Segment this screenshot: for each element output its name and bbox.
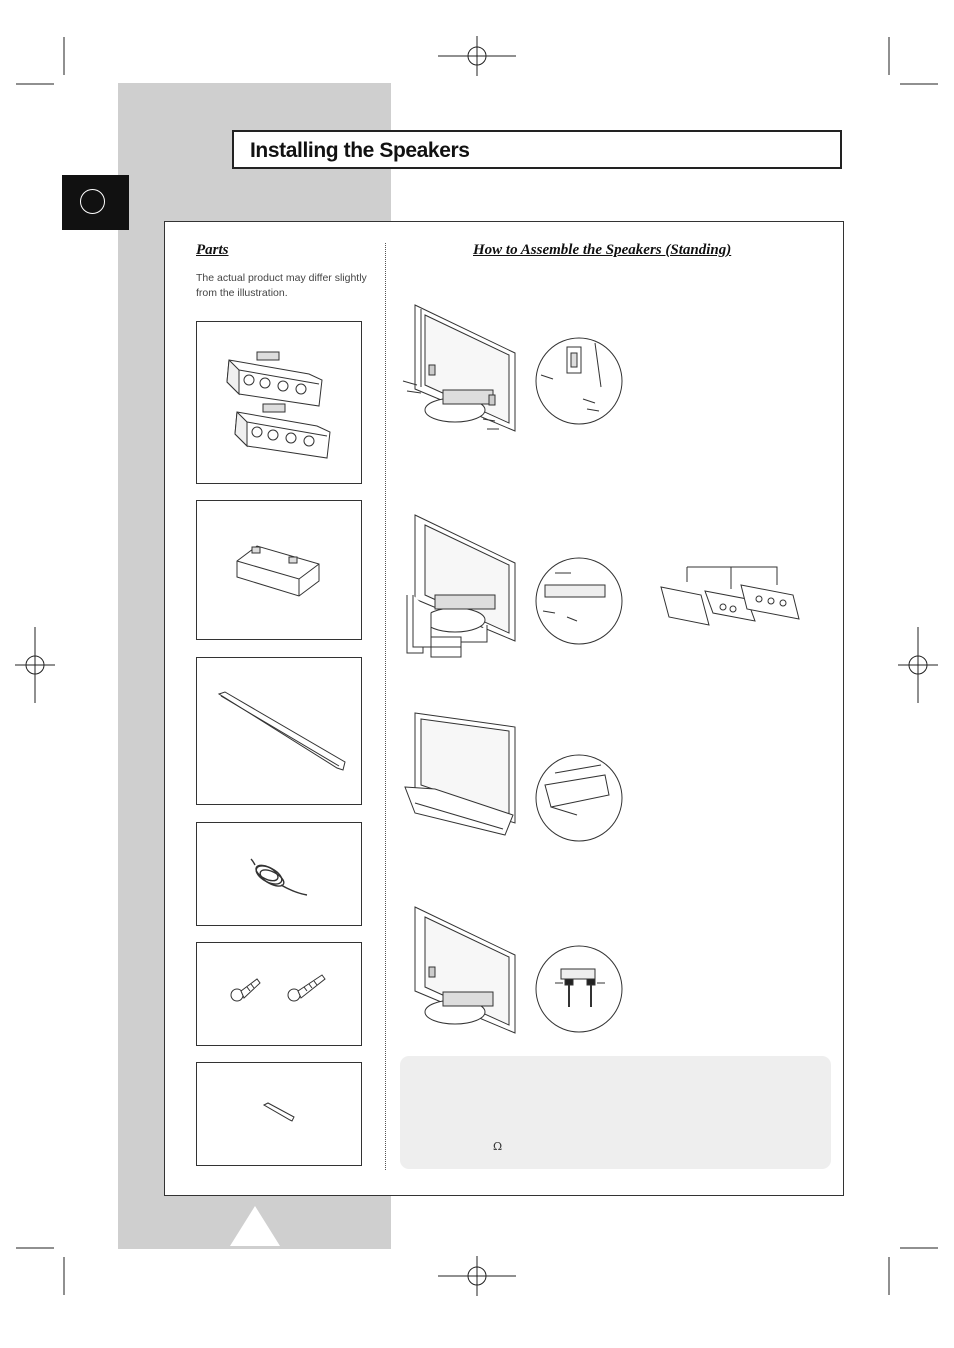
detail-zoom-step3-icon [536,755,622,841]
note-panel [400,1056,831,1169]
assembly-heading: How to Assemble the Speakers (Standing) [473,242,732,258]
registration-mark-bottom [438,1256,516,1296]
page-marker-triangle [228,1204,282,1248]
tv-front-step3-icon [405,713,515,835]
parts-heading: Parts [196,242,229,258]
side-speakers-icon [197,322,363,485]
screws-icon [197,943,363,1047]
registration-mark-left [15,627,55,703]
tv-back-step4-icon [415,907,515,1033]
assembly-illustrations [395,295,835,1045]
detail-zoom-step1-icon [536,338,622,424]
center-speaker-icon [197,501,363,641]
part-box-small-bracket [196,1062,362,1166]
circle-icon [80,189,105,214]
part-box-center-speaker [196,500,362,640]
speakers-assembled-icon [661,567,799,625]
registration-mark-right [898,627,938,703]
speaker-cable-icon [197,823,363,927]
part-box-bracket [196,657,362,805]
page-title: Installing the Speakers [250,139,470,162]
tv-back-step2-icon [407,515,515,657]
part-box-cable [196,822,362,926]
part-box-side-speakers [196,321,362,484]
parts-note: The actual product may differ slightly from the illustration. [196,272,367,299]
small-bracket-icon [197,1063,363,1167]
speaker-bar-bracket-icon [197,658,363,806]
language-tab [62,175,129,230]
part-box-screws [196,942,362,1046]
speaker-terminal-zoom-icon [536,946,622,1032]
ohm-symbol: Ω [493,1140,503,1153]
registration-mark-top [438,36,516,76]
tv-back-step1-icon [403,305,515,431]
title-box [232,130,842,169]
column-divider [385,243,386,1170]
detail-zoom-step2-icon [536,558,622,644]
